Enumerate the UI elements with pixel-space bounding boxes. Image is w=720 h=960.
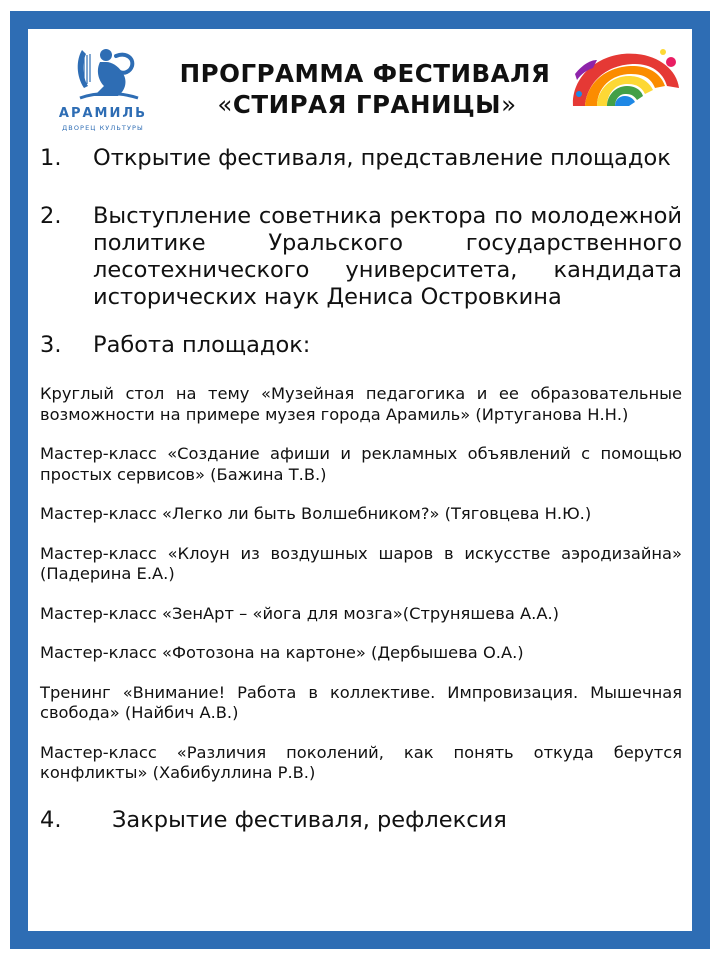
activity-photozone-workshop: Мастер-класс «Фотозона на картоне» (Дербышева О.А.): [40, 643, 524, 662]
title-festival-name: СТИРАЯ ГРАНИЦЫ: [232, 90, 502, 119]
festival-title: [140, 58, 590, 120]
activity-zenart-workshop: Мастер-класс «ЗенАрт – «йога для мозга»(Струняшева А.А.): [40, 603, 559, 623]
program-item-closing: [40, 807, 682, 834]
item-text: Открытие фестиваля, представление площадок: [93, 145, 671, 171]
program-item-speech: [40, 203, 682, 311]
title-line-2: [140, 89, 590, 120]
program-item-workshops: [40, 332, 682, 359]
activity-generations-workshop: Мастер-класс «Различия поколений, как понять откуда берутся конфликты» (Хабибуллина Р.В.): [40, 742, 682, 782]
item-number: 1.: [40, 145, 62, 171]
title-open-quote: «: [217, 90, 233, 119]
item-number: 4.: [40, 806, 62, 833]
item-number: 2.: [40, 203, 62, 229]
item-text: Выступление советника ректора по молодежной политике Уральского государственного лесотехнического университета, кандидата исторических наук Дениса Островкина: [93, 203, 682, 310]
activity-poster-workshop: Мастер-класс «Создание афиши и рекламных объявлений с помощью простых сервисов» (Бажина Т.В.): [40, 444, 682, 484]
item-text: Работа площадок:: [93, 332, 311, 358]
program-list: [40, 145, 682, 834]
activity-balloon-workshop: Мастер-класс «Клоун из воздушных шаров в искусстве аэродизайна» (Падерина Е.А.): [40, 543, 682, 583]
activity-teamwork-training: Тренинг «Внимание! Работа в коллективе. Импровизация. Мышечная свобода» (Найбич А.В.): [40, 682, 682, 722]
item-number: 3.: [40, 332, 62, 358]
title-close-quote: »: [501, 90, 517, 119]
title-line-1: ПРОГРАММА ФЕСТИВАЛЯ: [179, 59, 551, 88]
logo-name: АРАМИЛЬ: [58, 106, 148, 121]
activity-round-table: Круглый стол на тему «Музейная педагогика и ее образовательные возможности на примере музея города Арамиль» (Иртуганова Н.Н.): [40, 384, 682, 424]
item-text: Закрытие фестиваля, рефлексия: [112, 806, 507, 833]
program-item-opening: [40, 145, 682, 172]
logo-subtitle: ДВОРЕЦ КУЛЬТУРЫ: [62, 124, 144, 132]
activity-wizard-workshop: Мастер-класс «Легко ли быть Волшебником?» (Тяговцева Н.Ю.): [40, 504, 592, 523]
harp-figure-icon: [74, 46, 144, 106]
